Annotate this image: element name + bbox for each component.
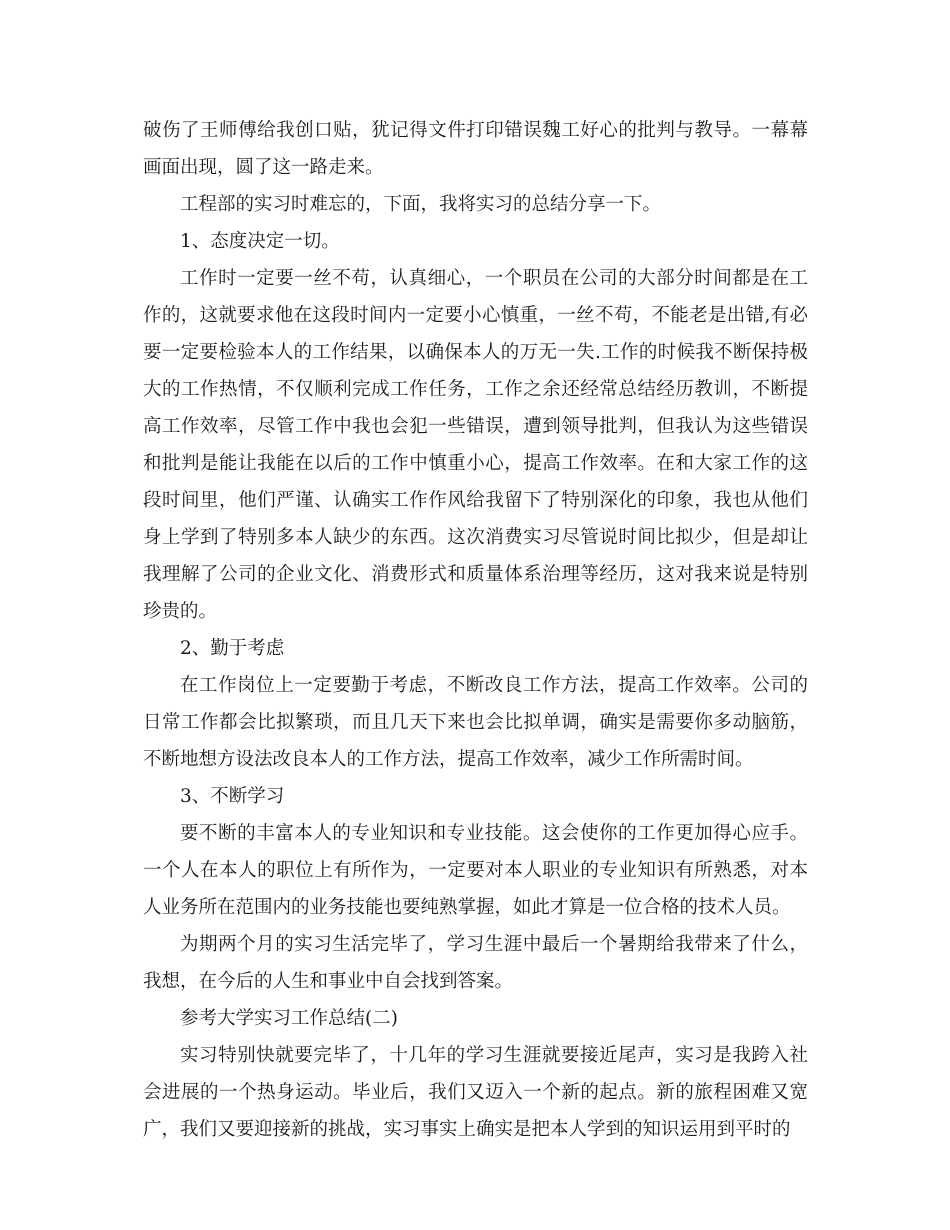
section-heading-2: 2、勤于考虑 [180, 638, 285, 659]
paragraph-4: 在工作岗位上一定要勤于考虑，不断改良工作方法，提高工作效率。公司的日常工作都会比拟繁琐，而且几天下来也会比拟单调，确实是需要你多动脑筋，不断地想方设法改良本人的工作方法，提高工作效率，减少工作所需时间。 [143, 675, 808, 770]
paragraph-3: 工作时一定要一丝不苟，认真细心，一个职员在公司的大部分时间都是在工作的，这就要求他在这段时间内一定要小心慎重，一丝不苟，不能老是出错,有必要一定要检验本人的工作结果，以确保本人的万无一失.工作的时候我不断保持极大的工作热情，不仅顺利完成工作任务，工作之余还经常总结经历教训，不断提高工作效率，尽管工作中我也会犯一些错误，遭到领导批判，但我认为这些错误和批判是能让我能在以后的工作中慎重小心，提高工作效率。在和大家工作的这段时间里，他们严谨、认确实工作作风给我留下了特别深化的印象，我也从他们身上学到了特别多本人缺少的东西。这次消费实习尽管说时间比拟少，但是却让我理解了公司的企业文化、消费形式和质量体系治理等经历，这对我来说是特别珍贵的。 [143, 268, 808, 622]
paragraph-6: 为期两个月的实习生活完毕了，学习生涯中最后一个暑期给我带来了什么，我想，在今后的人生和事业中自会找到答案。 [143, 934, 808, 992]
paragraph-5: 要不断的丰富本人的专业知识和专业技能。这会使你的工作更加得心应手。一个人在本人的职位上有所作为，一定要对本人职业的专业知识有所熟悉，对本人业务所在范围内的业务技能也要纯熟掌握，如此才算是一位合格的技术人员。 [143, 823, 808, 918]
section-heading-1: 1、态度决定一切。 [180, 231, 340, 252]
paragraph-2: 工程部的实习时难忘的，下面，我将实习的总结分享一下。 [180, 194, 662, 215]
section-heading-3: 3、不断学习 [180, 786, 285, 807]
paragraph-7: 实习特别快就要完毕了，十几年的学习生涯就要接近尾声，实习是我跨入社会进展的一个热身运动。毕业后，我们又迈入一个新的起点。新的旅程困难又宽广，我们又要迎接新的挑战，实习事实上确实是把本人学到的知识运用到平时的 [143, 1045, 808, 1140]
paragraph-1: 破伤了王师傅给我创口贴，犹记得文件打印错误魏工好心的批判与教导。一幕幕画面出现，圆了这一路走来。 [143, 120, 808, 178]
document-subtitle: 参考大学实习工作总结(二) [180, 1008, 398, 1029]
document-page [143, 112, 808, 1148]
